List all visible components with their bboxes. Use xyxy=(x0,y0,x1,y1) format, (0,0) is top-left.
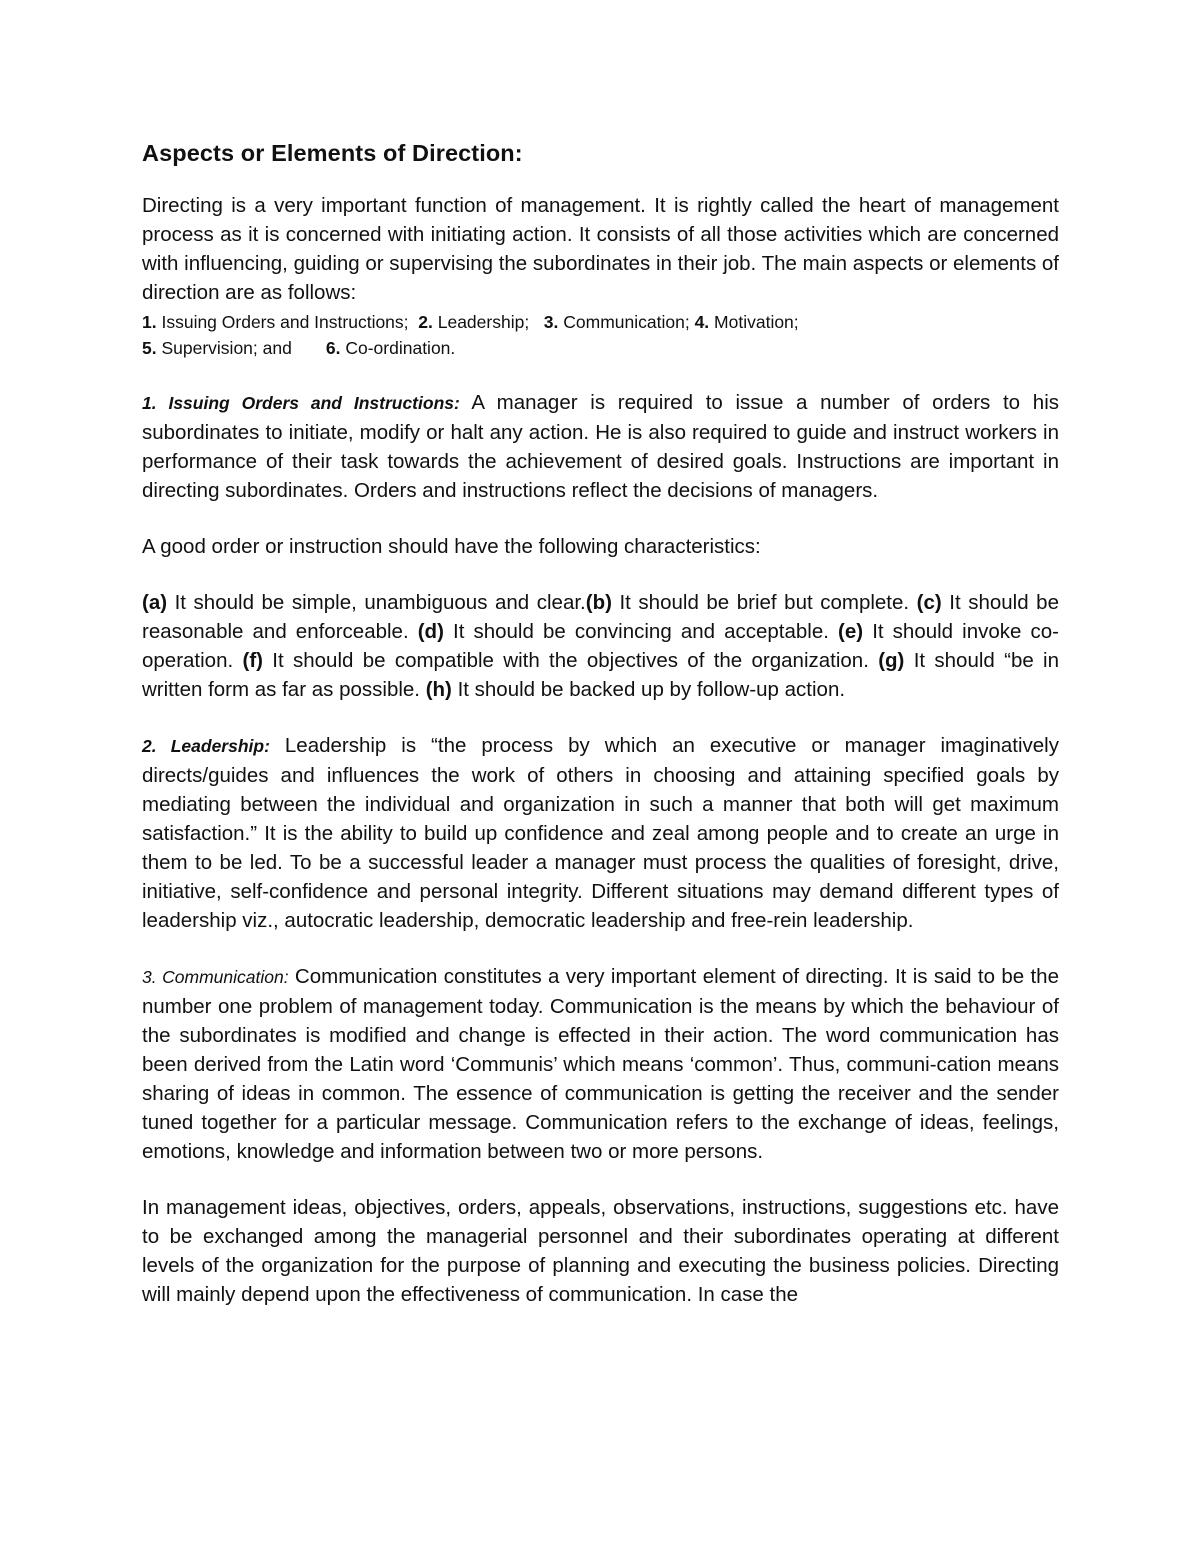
document-page xyxy=(142,140,1059,1309)
section-body: Leadership is “the process by which an executive or manager imaginatively directs/guides and influences the work of others in choosing and attaining specified goals by mediating between the individual and organization in such a manner that both will get maximum satisfaction.” It is the ability to build up confidence and zeal among people and to create an urge in them to be led. To be a successful leader a manager must process the qualities of foresight, drive, initiative, self-confidence and personal integrity. Different situations may demand different types of leadership viz., autocratic leadership, democratic leadership and free-rein leadership. xyxy=(142,734,1059,932)
list-number: 5. xyxy=(142,338,157,358)
section-label: 1. Issuing Orders and Instructions: xyxy=(142,393,460,413)
section-label: 2. Leadership: xyxy=(142,736,270,756)
characteristic-key: (f) xyxy=(242,649,263,672)
closing-paragraph: In management ideas, objectives, orders, appeals, observations, instructions, suggestions etc. have to be exchanged among the managerial personnel and their subordinates operating at different levels of the organization for the purpose of planning and executing the business policies. Directing will mainly depend upon the effectiveness of communication. In case the xyxy=(142,1196,1059,1306)
list-number: 6. xyxy=(325,338,341,358)
intro-paragraph: Directing is a very important function of management. It is rightly called the heart of management process as it is concerned with initiating action. It consists of all those activities which are concerned with influencing, guiding or supervising the subordinates in their job. The main aspects or elements of direction are as follows: xyxy=(142,194,1059,304)
section-label: 3. Communication: xyxy=(142,967,289,987)
list-item-text: Co-ordination. xyxy=(340,338,456,358)
section-leadership xyxy=(142,731,1059,935)
characteristic-key: (a) xyxy=(142,591,168,614)
list-number: 1. xyxy=(142,312,157,332)
characteristic-key: (g) xyxy=(878,649,905,672)
elements-list xyxy=(142,309,1059,361)
characteristic-text: It should be reasonable and enforceable. xyxy=(142,591,1059,643)
list-item-text: Issuing Orders and Instructions; xyxy=(156,312,419,332)
characteristic-key: (e) xyxy=(838,620,864,643)
characteristic-text: It should be simple, unambiguous and clear. xyxy=(167,591,586,614)
characteristic-text: It should be brief but complete. xyxy=(611,591,917,614)
characteristic-text: It should be convincing and acceptable. xyxy=(443,620,839,643)
elements-list-line-1 xyxy=(142,309,1059,335)
list-item-text: Supervision; and xyxy=(156,338,326,358)
characteristic-key: (b) xyxy=(585,591,612,614)
section-body: Communication constitutes a very important element of directing. It is said to be the number one problem of management today. Communication is the means by which the behaviour of the subordinates is modified and change is effected in their action. The word communication has been derived from the Latin word ‘Communis’ which means ‘common’. Thus, communi-cation means sharing of ideas in common. The essence of communication is getting the receiver and the sender tuned together for a particular message. Communication refers to the exchange of ideas, feelings, emotions, knowledge and information between two or more persons. xyxy=(142,965,1059,1163)
characteristics-intro: A good order or instruction should have the following characteristics: xyxy=(142,535,761,558)
characteristic-text: It should be compatible with the objectives of the organization. xyxy=(262,649,879,672)
characteristics-paragraph xyxy=(142,588,1059,704)
characteristic-key: (h) xyxy=(425,678,452,701)
section-communication xyxy=(142,962,1059,1166)
characteristic-key: (d) xyxy=(417,620,444,643)
list-number: 3. xyxy=(543,312,559,332)
document-title: Aspects or Elements of Direction: xyxy=(142,140,523,166)
section-issuing-orders xyxy=(142,388,1059,505)
elements-list-line-2 xyxy=(142,335,1059,361)
list-item-text: Leadership; xyxy=(432,312,544,332)
characteristic-text: It should “be in written form as far as possible. xyxy=(142,649,1060,701)
section-body: A manager is required to issue a number of orders to his subordinates to initiate, modify or halt any action. He is also required to guide and instruct workers in performance of their task towards the achievement of desired goals. Instructions are important in directing subordinates. Orders and instructions reflect the decisions of managers. xyxy=(142,391,1059,502)
list-item-text: Motivation; xyxy=(709,312,799,332)
characteristic-text: It should be backed up by follow-up action. xyxy=(451,678,846,701)
list-item-text: Communication; xyxy=(558,312,695,332)
characteristic-key: (c) xyxy=(916,591,942,614)
characteristic-text: It should invoke co-operation. xyxy=(142,620,1059,672)
list-number: 4. xyxy=(694,312,710,332)
list-number: 2. xyxy=(418,312,433,332)
